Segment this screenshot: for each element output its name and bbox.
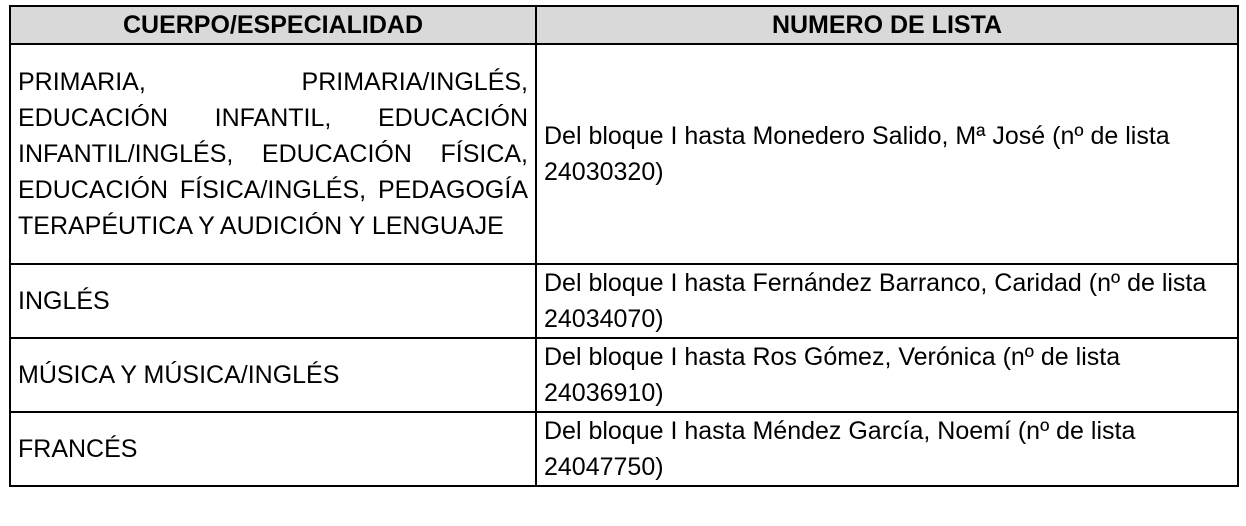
numero-lista-cell: Del bloque I hasta Méndez García, Noemí (nº de lista 24047750) [536,412,1238,486]
especialidad-cell: PRIMARIA, PRIMARIA/INGLÉS, EDUCACIÓN INFANTIL, EDUCACIÓN INFANTIL/INGLÉS, EDUCACIÓN FÍSICA, EDUCACIÓN FÍSICA/INGLÉS, PEDAGOGÍA TERAPÉUTICA Y AUDICIÓN Y LENGUAJE [10,44,536,264]
table-row [10,264,1238,338]
numero-lista-cell: Del bloque I hasta Ros Gómez, Verónica (nº de lista 24036910) [536,338,1238,412]
table-row [10,412,1238,486]
especialidad-cell: MÚSICA Y MÚSICA/INGLÉS [10,338,536,412]
especialidades-table [9,5,1239,487]
table-row [10,44,1238,264]
numero-lista-cell: Del bloque I hasta Monedero Salido, Mª José (nº de lista 24030320) [536,44,1238,264]
numero-lista-cell: Del bloque I hasta Fernández Barranco, Caridad (nº de lista 24034070) [536,264,1238,338]
header-cuerpo-especialidad: CUERPO/ESPECIALIDAD [10,6,536,44]
especialidad-cell: INGLÉS [10,264,536,338]
table-header [10,6,1238,44]
header-row [10,6,1238,44]
header-numero-de-lista: NUMERO DE LISTA [536,6,1238,44]
table-row [10,338,1238,412]
table-body [10,44,1238,486]
especialidad-cell: FRANCÉS [10,412,536,486]
